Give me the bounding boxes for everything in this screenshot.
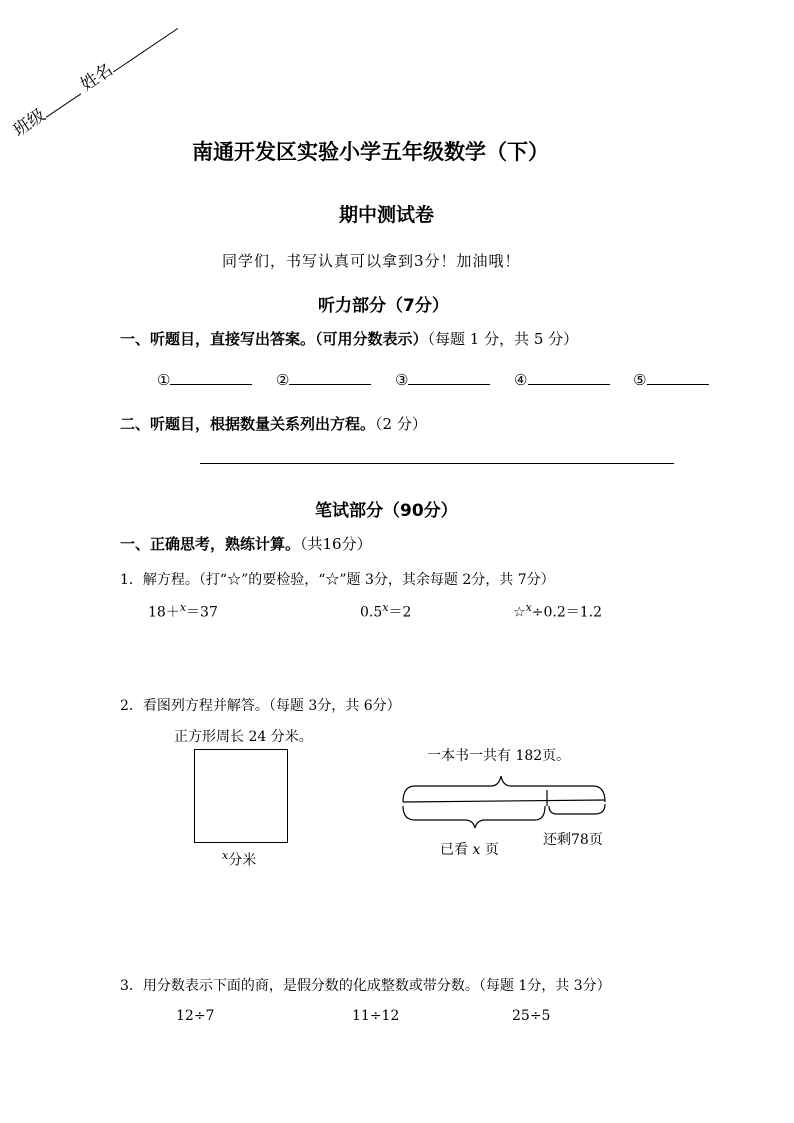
equation-3-right: ÷0.2＝1.2 [531, 604, 603, 621]
read-pages-label [440, 839, 499, 859]
square-side-unit: 分米 [228, 852, 257, 869]
page-subtitle: 期中测试卷 [339, 204, 435, 226]
square-side-label [222, 849, 256, 870]
blank-label-2: ② [276, 371, 290, 389]
class-label: 班级 [9, 105, 50, 141]
book-pages-diagram [395, 770, 610, 830]
equation-2 [360, 601, 411, 622]
answer-blank-1[interactable] [170, 370, 252, 385]
square-figure [194, 749, 288, 843]
equation-1-left: 18＋ [148, 604, 180, 621]
page-title: 南通开发区实验小学五年级数学（下） [192, 139, 549, 164]
answer-blank-4[interactable] [528, 370, 610, 385]
answer-blank-3[interactable] [408, 370, 490, 385]
division-item-1: 12÷7 [176, 1008, 215, 1024]
equation-1-var: x [179, 601, 187, 614]
blank-label-5: ⑤ [633, 371, 647, 389]
equation-3-left: ☆ [513, 604, 526, 621]
square-caption: 正方形周长 24 分米。 [174, 729, 313, 745]
answer-blank-5[interactable] [647, 370, 709, 385]
listening-q1-note: （每题 1 分，共 5 分） [427, 330, 579, 348]
square-side-var: x [222, 849, 229, 862]
equation-1-right: ＝37 [186, 604, 218, 621]
listening-q2 [120, 413, 427, 434]
answer-blank-row [157, 370, 709, 389]
listening-title: 听力部分（7分） [318, 296, 449, 316]
book-total-label: 一本书一共有 182页。 [427, 748, 571, 764]
listening-q2-text: 二、听题目，根据数量关系列出方程。 [120, 415, 376, 433]
blank-label-1: ① [157, 371, 171, 389]
listening-q1 [120, 328, 578, 349]
division-item-3: 25÷5 [512, 1008, 551, 1024]
listening-q2-note: （2 分） [375, 415, 427, 433]
written-title: 笔试部分（90分） [315, 501, 458, 521]
read-label: 已看 [440, 842, 468, 858]
equation-answer-line[interactable] [200, 463, 674, 464]
q3-text: 3．用分数表示下面的商，是假分数的化成整数或带分数。（每题 1分，共 3分） [120, 978, 611, 994]
remaining-brace [549, 804, 605, 814]
q1-text: 1．解方程。（打“☆”的要检验，“☆”题 3分，其余每题 2分，共 7分） [120, 572, 555, 588]
section1-heading [120, 533, 372, 554]
q2-text: 2．看图列方程并解答。（每题 3分，共 6分） [120, 698, 401, 714]
equation-2-left: 0.5 [360, 604, 383, 621]
section1-note: （共16分） [300, 535, 372, 553]
read-unit: 页 [484, 842, 499, 858]
equation-3 [513, 601, 602, 622]
equation-2-var: x [382, 601, 389, 614]
blank-label-3: ③ [395, 371, 409, 389]
read-var: x [472, 842, 481, 858]
total-brace [403, 776, 605, 802]
equation-2-right: ＝2 [388, 604, 412, 621]
class-name-field [7, 12, 181, 141]
read-brace [403, 806, 545, 828]
remaining-pages-label: 还剩78页 [543, 832, 603, 848]
section1-title: 一、正确思考，熟练计算。 [120, 535, 301, 553]
answer-blank-2[interactable] [289, 370, 371, 385]
book-bar [403, 800, 605, 802]
listening-q1-text: 一、听题目，直接写出答案。（可用分数表示） [120, 330, 428, 348]
class-blank[interactable] [39, 83, 81, 117]
division-item-2: 11÷12 [352, 1008, 400, 1024]
name-blank[interactable] [107, 18, 179, 72]
encouragement-text: 同学们，书写认真可以拿到3分！加油哦！ [222, 252, 521, 270]
blank-label-4: ④ [514, 371, 528, 389]
equation-1 [148, 601, 218, 622]
name-label: 姓名 [77, 59, 117, 96]
equation-3-var: x [525, 601, 532, 614]
